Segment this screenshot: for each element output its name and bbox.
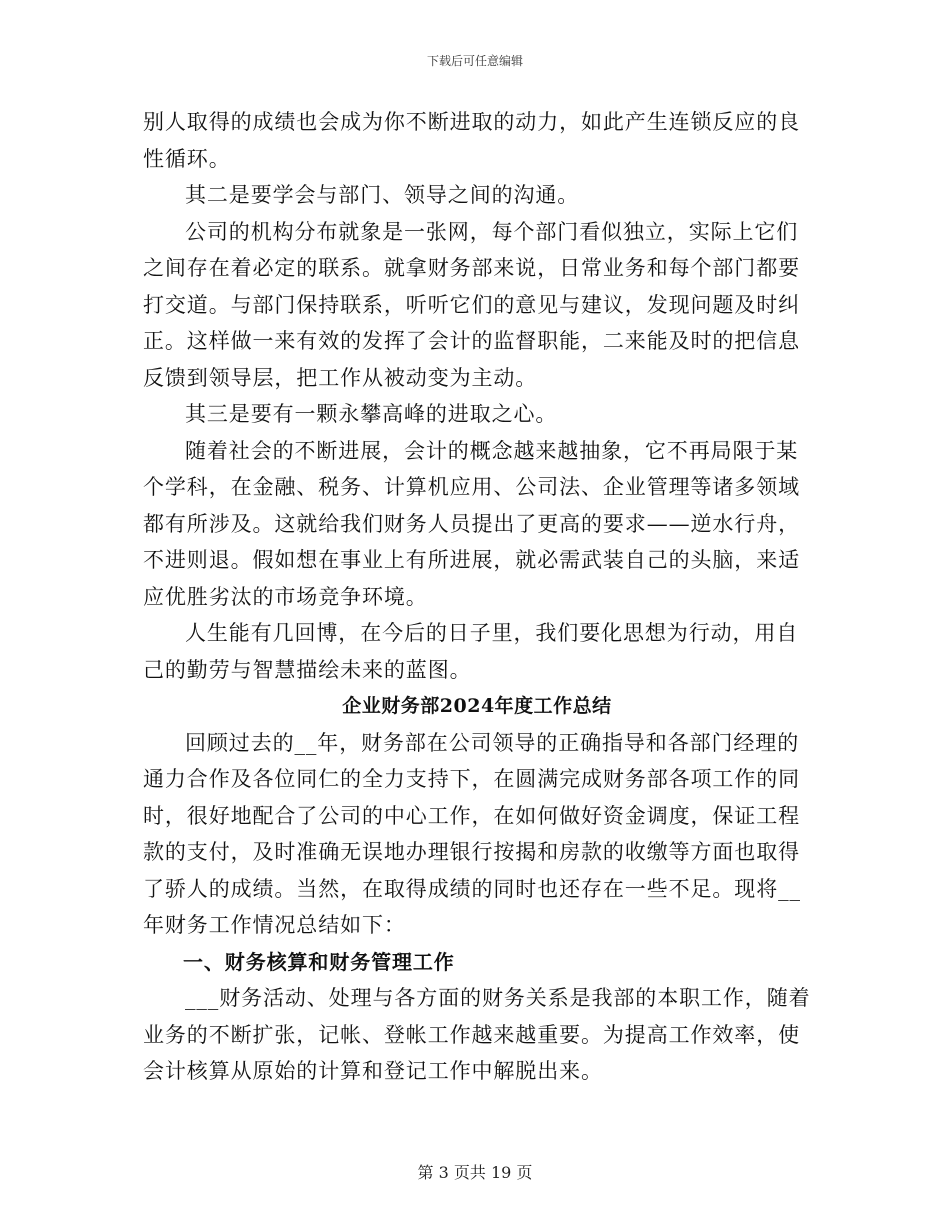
- paragraph: ___财务活动、处理与各方面的财务关系是我部的本职工作，随着业务的不断扩张，记帐、登帐工作越来越重要。为提高工作效率，使会计核算从原始的计算和登记工作中解脱出来。: [143, 986, 811, 1083]
- paragraph: 回顾过去的__年，财务部在公司领导的正确指导和各部门经理的通力合作及各位同仁的全力支持下，在圆满完成财务部各项工作的同时，很好地配合了公司的中心工作，在如何做好资金调度，保证工程款的支付，及时准确无误地办理银行按揭和房款的收缴等方面也取得了骄人的成绩。当然，在取得成绩的同时也还存在一些不足。现将__年财务工作情况总结如下：: [143, 730, 801, 937]
- paragraph-continuation: 别人取得的成绩也会成为你不断进取的动力，如此产生连锁反应的良性循环。: [143, 110, 800, 171]
- paragraph: 人生能有几回博，在今后的日子里，我们要化思想为行动，用自己的勤劳与智慧描绘未来的蓝图。: [143, 621, 799, 682]
- document-body: [143, 104, 811, 1090]
- page-footer: 第 3 页共 19 页: [417, 1163, 533, 1182]
- paragraph: 公司的机构分布就象是一张网，每个部门看似独立，实际上它们之间存在着必定的联系。就拿财务部来说，日常业务和每个部门都要打交道。与部门保持联系，听听它们的意见与建议，发现问题及时纠正。这样做一来有效的发挥了会计的监督职能，二来能及时的把信息反馈到领导层，把工作从被动变为主动。: [143, 219, 800, 390]
- section-heading: 一、财务核算和财务管理工作: [183, 949, 455, 974]
- paragraph: 其二是要学会与部门、领导之间的沟通。: [185, 183, 580, 207]
- paragraph: 其三是要有一颗永攀高峰的进取之心。: [185, 402, 558, 426]
- paragraph: 随着社会的不断进展，会计的概念越来越抽象，它不再局限于某个学科，在金融、税务、计算机应用、公司法、企业管理等诸多领域都有所涉及。这就给我们财务人员提出了更高的要求——逆水行舟，不进则退。假如想在事业上有所进展，就必需武装自己的头脑，来适应优胜劣汰的市场竞争环境。: [143, 438, 800, 609]
- document-title: 企业财务部2024年度工作总结: [342, 695, 612, 717]
- page-header: 下载后可任意编辑: [426, 54, 523, 68]
